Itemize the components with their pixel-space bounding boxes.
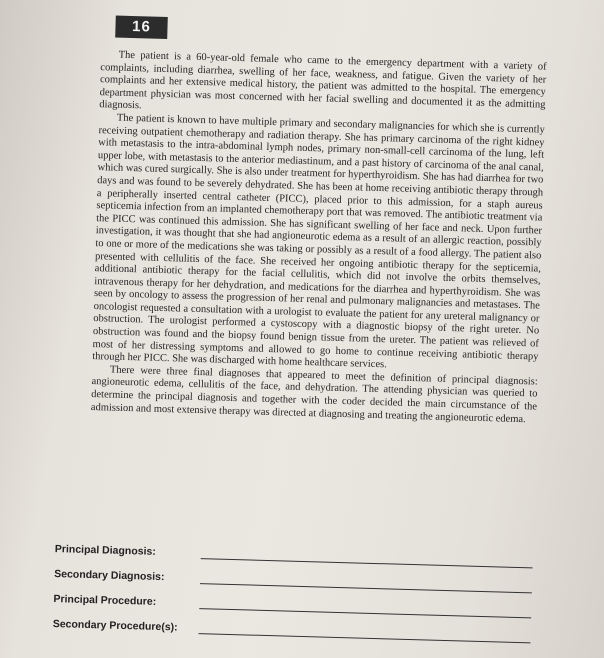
case-narrative [91, 49, 547, 427]
secondary-diagnosis-label: Secondary Diagnosis: [54, 568, 165, 584]
secondary-procedures-blank[interactable] [199, 619, 531, 643]
secondary-procedures-label: Secondary Procedure(s): [52, 618, 178, 634]
case-number-badge: 16 [115, 16, 168, 39]
principal-procedure-label: Principal Procedure: [53, 593, 157, 608]
case-paragraph-final-diagnoses: There were three final diagnoses that appeared to meet the definition of principal diagnosis: angioneurotic edema, cellulitis of the face, and dehydration. The attending physician was queried to determine the principal diagnosis and together with the coder decided the main circumstance of the admission and most extensive therapy was directed at diagnosing and treating the angioneurotic edema. [90, 364, 538, 425]
case-paragraph-history: The patient is known to have multiple primary and secondary malignancies for which she is currently receiving outpatient chemotherapy and radiation therapy. She has primary carcinoma of the right kidney with metastasis to the intra-abdominal lymph nodes, primary non-small-cell carcinoma of the lung, left upper lobe, with metastasis to the anterior mediastinum, and a past history of carcinoma of the anal canal, which was cured surgically. She is also under treatment for hyperthyroidism. She has had diarrhea for two days and was found to be severely dehydrated. She has been at home receiving antibiotic therapy through a peripherally inserted central catheter (PICC), placed prior to this admission, for a staph aureus septicemia infection from an implanted chemotherapy port that was removed. The antibiotic treatment via the PICC was continued this admission. She has significant swelling of her face and neck. Upon further investigation, it was thought that she had angioneurotic edema as a result of an allergic reaction, possibly to one or more of the medications she was taking or possibly as a result of a food allergy. The patient also presented with cellulitis of the face. She received her ongoing antibiotic therapy for the septicemia, additional antibiotic therapy for the facial cellulitis, which did not involve the orbits themselves, intravenous therapy for her dehydration, and medications for the diarrhea and hyperthyroidism. She was seen by oncology to assess the progression of her renal and pulmonary malignancies and metastases. The oncologist requested a consultation with a urologist to evaluate the patient for any ureteral malignancy or obstruction. The urologist performed a cystoscopy with a diagnostic biopsy of the right ureter. No obstruction was found and the biopsy found benign tissue from the ureter. The patient was relieved of most of her distressing symptoms and allowed to go home to continue receiving antibiotic therapy through her PICC. She was discharged with home healthcare services. [92, 112, 545, 371]
case-sheet [41, 8, 604, 658]
principal-diagnosis-label: Principal Diagnosis: [54, 543, 156, 558]
coding-answer-form [52, 535, 533, 648]
case-paragraph-presentation: The patient is a 60-year-old female who came to the emergency department with a variety of complaints, including diarrhea, swelling of her face, weakness, and fatigue. Given the variety of her complaints and her extensive medical history, the patient was admitted to the hospital. The emergency department physician was most concerned with her facial swelling and documented it as the admitting diagnosis. [99, 49, 547, 112]
